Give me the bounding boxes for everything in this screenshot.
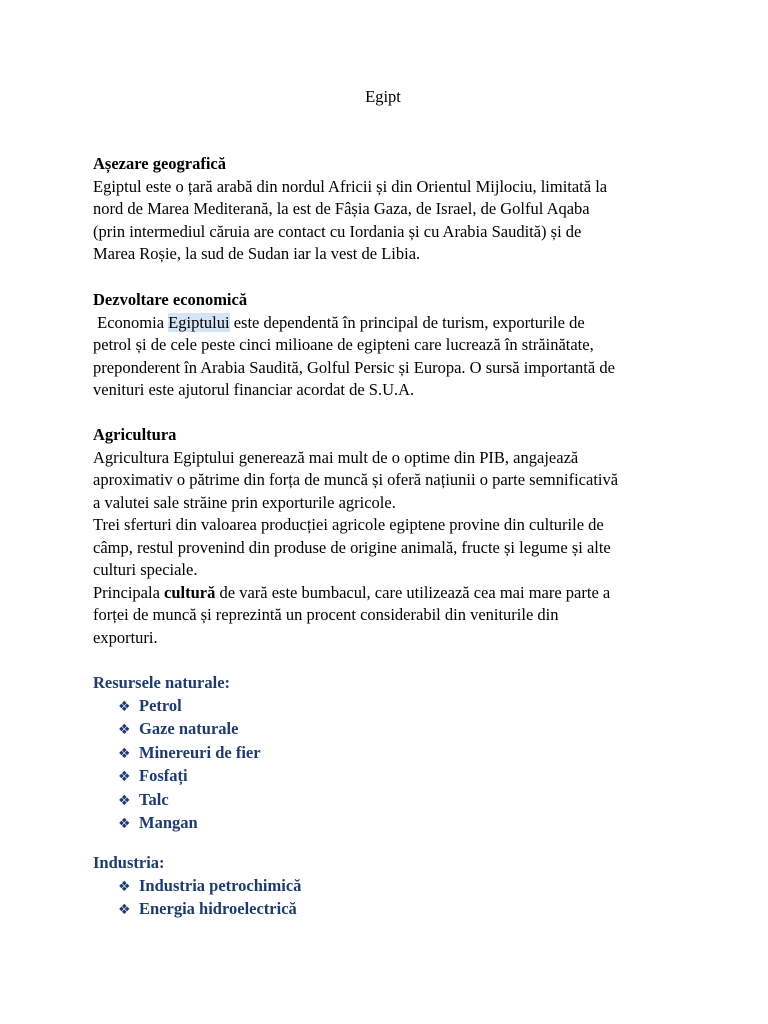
list-item [118,898,683,922]
diamond-bullet-icon: ❖ [118,816,131,832]
economy-line-1 [93,312,683,335]
heading-economy: Dezvoltare economică [93,290,248,309]
economy-line-1-post: este dependentă în principal de turism, exporturile de [229,312,585,332]
section-agriculture [93,424,683,649]
section-geography [93,153,683,266]
list-item-label: Fosfați [139,766,188,785]
heading-geography: Așezare geografică [93,154,227,173]
agriculture-line-8: forței de muncă și reprezintă un procent considerabil din veniturile din [93,605,559,624]
list-item-label: Energia hidroelectrică [139,899,297,918]
list-item [118,718,683,742]
agriculture-line-7-post: de vară este bumbacul, care utilizează cea mai mare parte a [215,582,611,602]
geography-line-3: (prin intermediul căruia are contact cu Iordania și cu Arabia Saudită) și de [93,221,582,241]
list-item-label: Talc [139,789,169,809]
agriculture-line-6: culturi speciale. [93,560,198,579]
economy-line-4: venituri este ajutorul financiar acordat de S.U.A. [93,380,415,399]
geography-line-1: Egiptul este o țară arabă din nordul Africii și din Orientul Mijlociu, limitată la [93,176,608,196]
list-item-label: Mangan [139,813,198,832]
agriculture-line-2: aproximativ o pătrime din forța de muncă și oferă națiunii o parte semnificativă [93,470,619,489]
diamond-bullet-icon: ❖ [118,902,131,918]
list-item-label: Gaze naturale [139,719,239,738]
diamond-bullet-icon: ❖ [118,722,131,738]
list-item [118,742,683,766]
agriculture-line-4: Trei sferturi din valoarea producției agricole egiptene provine din culturile de [93,515,604,534]
heading-agriculture: Agricultura [93,425,177,444]
list-item-label: Minereuri de fier [139,742,261,762]
list-item [118,812,683,836]
resources-list [93,695,683,836]
agriculture-line-7-pre: Principala [93,582,165,602]
document-title: Egipt [365,87,401,106]
geography-line-2: nord de Marea Mediterană, la est de Fâșia Gaza, de Israel, de Golful Aqaba [93,199,590,218]
heading-resources: Resursele naturale: [93,673,231,692]
list-item-label: Petrol [139,695,182,715]
highlighted-word: Egiptului [168,312,230,332]
section-industry [93,852,683,922]
list-item [118,789,683,813]
agriculture-line-3: a valutei sale străine prin exporturile agricole. [93,492,396,512]
agriculture-line-5: câmp, restul provenind din produse de origine animală, fructe și legume și alte [93,537,611,557]
list-item [118,875,683,899]
industry-list [93,875,683,922]
agriculture-line-9: exporturi. [93,627,158,647]
agriculture-line-7 [93,582,683,605]
agriculture-line-1: Agricultura Egiptului generează mai mult de o optime din PIB, angajează [93,447,579,467]
economy-line-3: preponderent în Arabia Saudită, Golful Persic și Europa. O sursă importantă de [93,357,615,377]
bold-word-cultura: cultură [164,582,216,602]
diamond-bullet-icon: ❖ [118,769,131,785]
diamond-bullet-icon: ❖ [118,698,131,715]
list-item [118,765,683,789]
section-resources [93,672,683,836]
economy-line-1-pre: Economia [93,312,169,332]
diamond-bullet-icon: ❖ [118,878,131,895]
list-item [118,695,683,719]
heading-industry: Industria: [93,853,165,872]
economy-line-2: petrol și de cele peste cinci milioane de egipteni care lucrează în străinătate, [93,335,594,354]
list-item-label: Industria petrochimică [139,875,302,895]
geography-line-4: Marea Roșie, la sud de Sudan iar la vest de Libia. [93,244,421,263]
diamond-bullet-icon: ❖ [118,792,131,809]
section-economy [93,289,683,402]
diamond-bullet-icon: ❖ [118,745,131,762]
